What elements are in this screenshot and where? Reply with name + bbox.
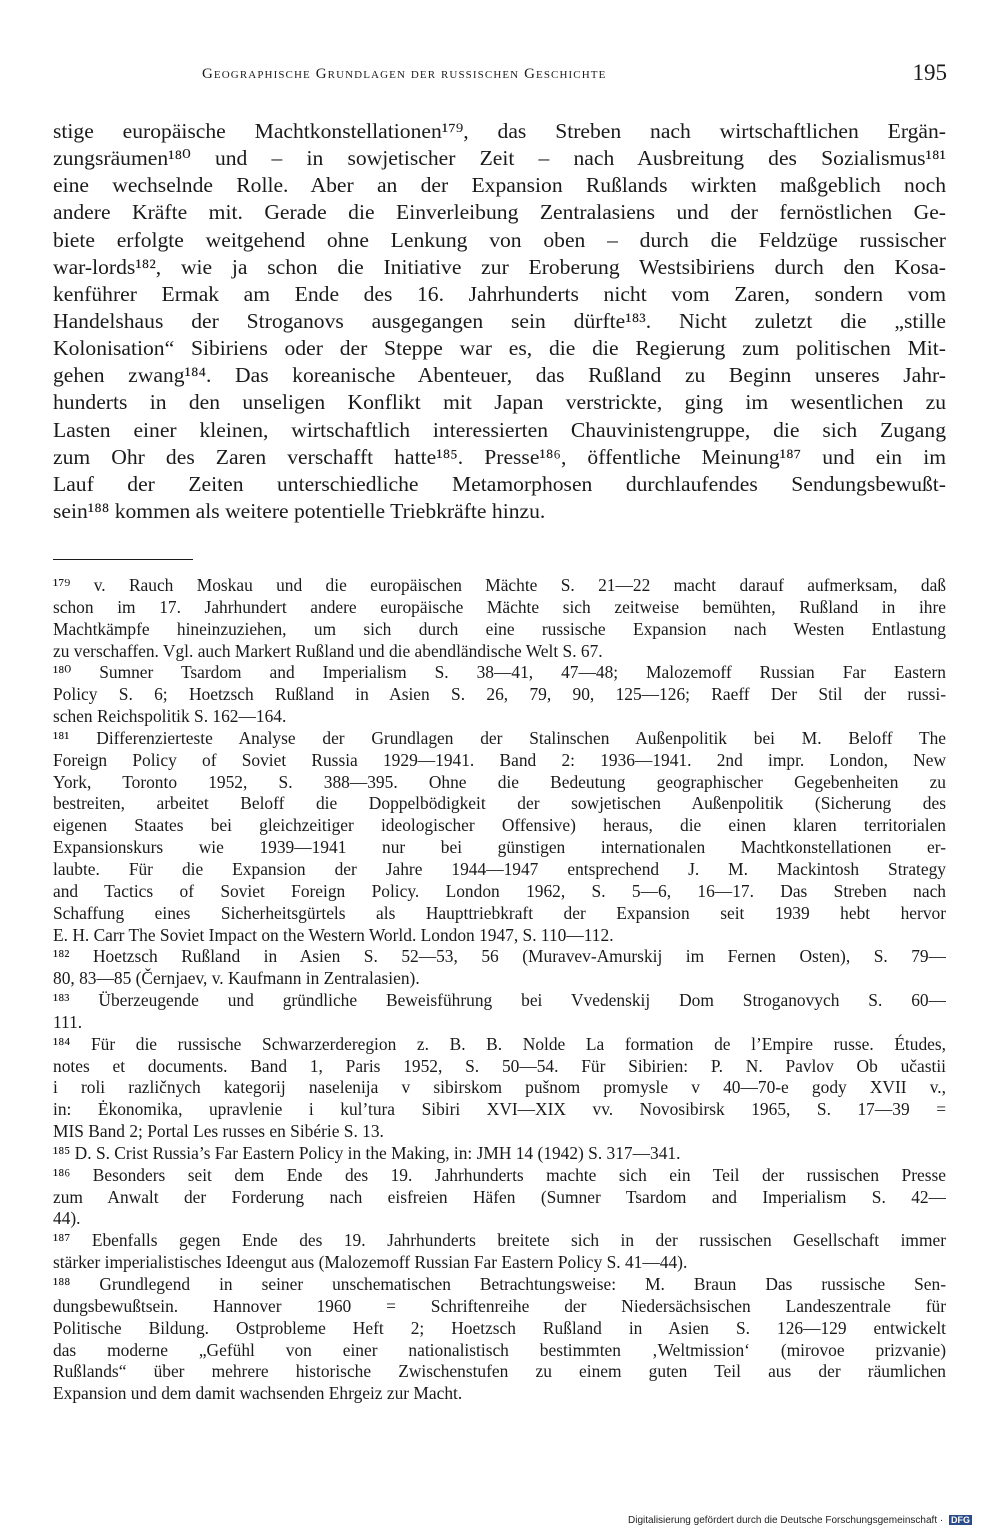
dfg-logo: DFG bbox=[951, 1515, 970, 1525]
running-header bbox=[202, 60, 947, 90]
page-number: 195 bbox=[912, 60, 947, 85]
body-line: sein¹⁸⁸ kommen als weitere potentielle Triebkräfte hinzu. bbox=[53, 498, 546, 523]
footnote-line: Machtkämpfe hineinzuziehen, um sich durch eine russische Expansion nach Westen Entlastung bbox=[53, 618, 946, 639]
body-line: eine wechselnde Rolle. Aber an der Expansion Rußlands wirkten maßgeblich noch bbox=[53, 173, 946, 198]
footnote-line: dungsbewußtsein. Hannover 1960 = Schriftenreihe der Niedersächsischen Landeszentrale für bbox=[53, 1295, 946, 1316]
footnote-start-line: ¹⁸⁰ Sumner Tsardom and Imperialism S. 38—41, 47—48; Malozemoff Russian Far Eastern bbox=[53, 662, 946, 683]
footnote-line: i roli različnych kategorij naselenija v sibirskom pušnom promysle v 40—70-e gody XVII v., bbox=[53, 1077, 946, 1098]
digitization-credit bbox=[628, 1515, 972, 1526]
footnote-start-line: ¹⁸⁵ D. S. Crist Russia’s Far Eastern Policy in the Making, in: JMH 14 (1942) S. 317—341. bbox=[53, 1142, 681, 1163]
footnote-line: laubte. Für die Expansion der Jahre 1944—1947 entsprechend J. M. Mackintosh Strategy bbox=[53, 858, 946, 879]
footnote-line: 80, 83—85 (Černjaev, v. Kaufmann in Zentralasien). bbox=[53, 968, 420, 989]
body-line: Lasten einer kleinen, wirtschaftlich interessierten Chauvinistengruppe, die sich Zugang bbox=[53, 417, 946, 442]
credit-text: Digitalisierung gefördert durch die Deutsche Forschungsgemeinschaft · bbox=[628, 1515, 944, 1526]
footnote-line: Rußlands“ über mehrere historische Zwischenstufen zu einem guten Teil aus der räumlichen bbox=[53, 1361, 946, 1382]
body-line: Handelshaus der Stroganovs ausgegangen sein dürfte¹⁸³. Nicht zuletzt die „stille bbox=[53, 308, 946, 333]
footnote-line: MIS Band 2; Portal Les russes en Sibérie S. 13. bbox=[53, 1121, 384, 1142]
footnote-line: Foreign Policy of Soviet Russia 1929—1941. Band 2: 1936—1941. 2nd impr. London, New bbox=[53, 749, 946, 770]
footnote-line: schen Reichspolitik S. 162—164. bbox=[53, 706, 287, 727]
footnote-line: stärker imperialistisches Ideengut aus (Malozemoff Russian Far Eastern Policy S. 41—44). bbox=[53, 1252, 688, 1273]
footnote-line: notes et documents. Band 1, Paris 1952, S. 50—54. Für Sibirien: P. N. Pavlov Ob učastii bbox=[53, 1055, 946, 1076]
footnote-start-line: ¹⁸¹ Differenzierteste Analyse der Grundlagen der Stalinschen Außenpolitik bei M. Beloff The bbox=[53, 727, 946, 748]
footnote-start-line: ¹⁸⁴ Für die russische Schwarzerderegion z. B. B. Nolde La formation de l’Empire russe. Études, bbox=[53, 1033, 946, 1054]
footnote-line: Expansionskurs wie 1939—1941 nur bei günstigen internationalen Machtkonstellationen er- bbox=[53, 837, 946, 858]
footnote-divider bbox=[53, 559, 193, 560]
footnote-line: 111. bbox=[53, 1011, 83, 1032]
footnote-line: zu verschaffen. Vgl. auch Markert Rußland und die abendländische Welt S. 67. bbox=[53, 640, 603, 661]
footnote-line: 44). bbox=[53, 1208, 81, 1229]
footnote-start-line: ¹⁸² Hoetzsch Rußland in Asien S. 52—53, 56 (Muravev-Amurskij im Fernen Osten), S. 79— bbox=[53, 946, 946, 967]
body-line: stige europäische Machtkonstellationen¹⁷⁹, das Streben nach wirtschaftlichen Ergän- bbox=[53, 119, 946, 143]
footnote-line: and Tactics of Soviet Foreign Policy. London 1962, S. 5—6, 16—17. Das Streben nach bbox=[53, 880, 946, 901]
running-title: Geographische Grundlagen der russischen Geschichte bbox=[202, 66, 607, 82]
body-line: andere Kräfte mit. Gerade die Einverleibung Zentralasiens und der fernöstlichen Ge- bbox=[53, 200, 946, 225]
footnotes bbox=[53, 575, 946, 1405]
body-text bbox=[53, 118, 946, 525]
footnote-line: bestreiten, arbeitet Beloff die Doppelbödigkeit der sowjetischen Außenpolitik (Sicherung des bbox=[53, 793, 946, 814]
footnote-line: E. H. Carr The Soviet Impact on the Western World. London 1947, S. 110—112. bbox=[53, 924, 614, 945]
body-line: zungsräumen¹⁸⁰ und – in sowjetischer Zeit – nach Ausbreitung des Sozialismus¹⁸¹ bbox=[53, 146, 946, 171]
footnote-line: Schaffung eines Sicherheitsgürtels als Haupttriebkraft der Expansion seit 1939 hebt hervor bbox=[53, 902, 946, 923]
body-line: zum Ohr des Zaren verschafft hatte¹⁸⁵. Presse¹⁸⁶, öffentliche Meinung¹⁸⁷ und ein im bbox=[53, 444, 946, 469]
body-line: biete erfolgte weitgehend ohne Lenkung von oben – durch die Feldzüge russischer bbox=[53, 227, 946, 252]
footnote-start-line: ¹⁸³ Überzeugende und gründliche Beweisführung bei Vvedenskij Dom Stroganovych S. 60— bbox=[53, 990, 946, 1011]
body-line: Lauf der Zeiten unterschiedliche Metamorphosen durchlaufendes Sendungsbewußt- bbox=[53, 471, 946, 496]
body-line: kenführer Ermak am Ende des 16. Jahrhunderts nicht vom Zaren, sondern vom bbox=[53, 281, 946, 306]
body-line: war-lords¹⁸², wie ja schon die Initiative zur Eroberung Westsibiriens durch den Kosa- bbox=[53, 254, 946, 279]
footnote-start-line: ¹⁸⁸ Grundlegend in seiner unschematischen Betrachtungsweise: M. Braun Das russische Sen- bbox=[53, 1274, 946, 1294]
footnote-line: Expansion und dem damit wachsenden Ehrgeiz zur Macht. bbox=[53, 1383, 463, 1404]
footnote-line: zum Anwalt der Forderung nach eisfreien Häfen (Sumner Tsardom and Imperialism S. 42— bbox=[53, 1186, 946, 1207]
footnote-start-line: ¹⁷⁹ v. Rauch Moskau und die europäischen Mächte S. 21—22 macht darauf aufmerksam, daß bbox=[53, 575, 946, 595]
footnote-line: in: Ėkonomika, upravlenie i kul’tura Sibiri XVI—XIX vv. Novosibirsk 1965, S. 17—39 = bbox=[53, 1099, 946, 1120]
body-line: Kolonisation“ Sibiriens oder der Steppe war es, die die Regierung zum politischen Mit- bbox=[53, 336, 946, 361]
body-line: gehen zwang¹⁸⁴. Das koreanische Abenteuer, das Rußland zu Beginn unseres Jahr- bbox=[53, 363, 946, 388]
footnote-line: eigenen Staates bei gleichzeitiger ideologischer Offensive) heraus, die einen klaren territorialen bbox=[53, 815, 946, 836]
footnote-line: das moderne „Gefühl von einer nationalistisch bestimmten ‚Weltmission‘ (mirovoe prizvanie) bbox=[53, 1339, 946, 1360]
footnote-start-line: ¹⁸⁷ Ebenfalls gegen Ende des 19. Jahrhunderts breitete sich in der russischen Gesellschaft immer bbox=[53, 1230, 946, 1251]
footnote-line: Politische Bildung. Ostprobleme Heft 2; Hoetzsch Rußland in Asien S. 126—129 entwickelt bbox=[53, 1317, 946, 1338]
footnote-line: schon im 17. Jahrhundert andere europäische Mächte sich zeitweise bemühten, Rußland in ihre bbox=[53, 596, 946, 617]
body-line: hunderts in den unseligen Konflikt mit Japan verstrickte, ging im wesentlichen zu bbox=[53, 390, 946, 415]
footnote-line: Policy S. 6; Hoetzsch Rußland in Asien S. 26, 79, 90, 125—126; Raeff Der Stil der russi- bbox=[53, 684, 946, 705]
footnote-start-line: ¹⁸⁶ Besonders seit dem Ende des 19. Jahrhunderts machte sich ein Teil der russischen Presse bbox=[53, 1164, 946, 1185]
footnote-line: York, Toronto 1952, S. 388—395. Ohne die Bedeutung geographischer Gegebenheiten zu bbox=[53, 771, 946, 792]
